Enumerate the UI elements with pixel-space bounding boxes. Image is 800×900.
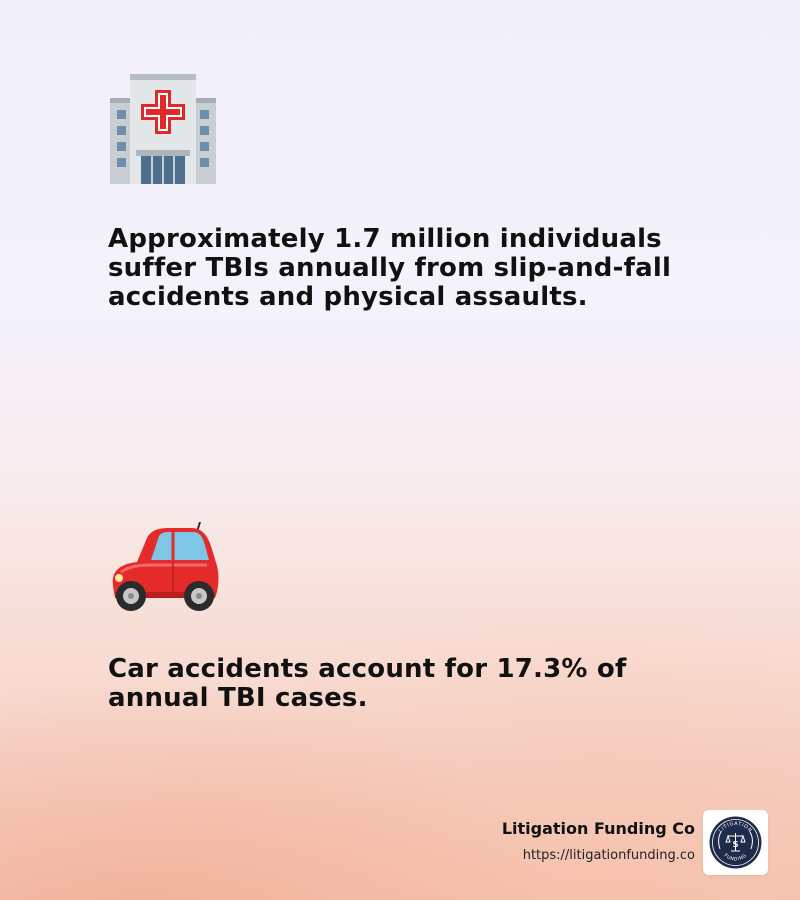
brand-block [502,818,695,866]
brand-name: Litigation Funding Co [501,819,695,838]
hospital-icon [110,74,216,184]
brand-url[interactable]: https://litigationfunding.co [522,848,695,863]
logo-text-top: LITIGATION [717,820,754,834]
car-icon [107,522,219,612]
fact-text-tbi-falls-assaults: Approximately 1.7 million individuals suffer TBIs annually from slip-and-fall accidents and physical assaults. [108,224,672,312]
brand-logo [703,810,768,875]
scales-badge-icon [708,815,763,870]
logo-symbol: $ [732,840,739,850]
logo-text-bottom: FUNDING [722,853,749,863]
fact-text-car-accidents: Car accidents account for 17.3% of annual TBI cases. [108,654,627,713]
